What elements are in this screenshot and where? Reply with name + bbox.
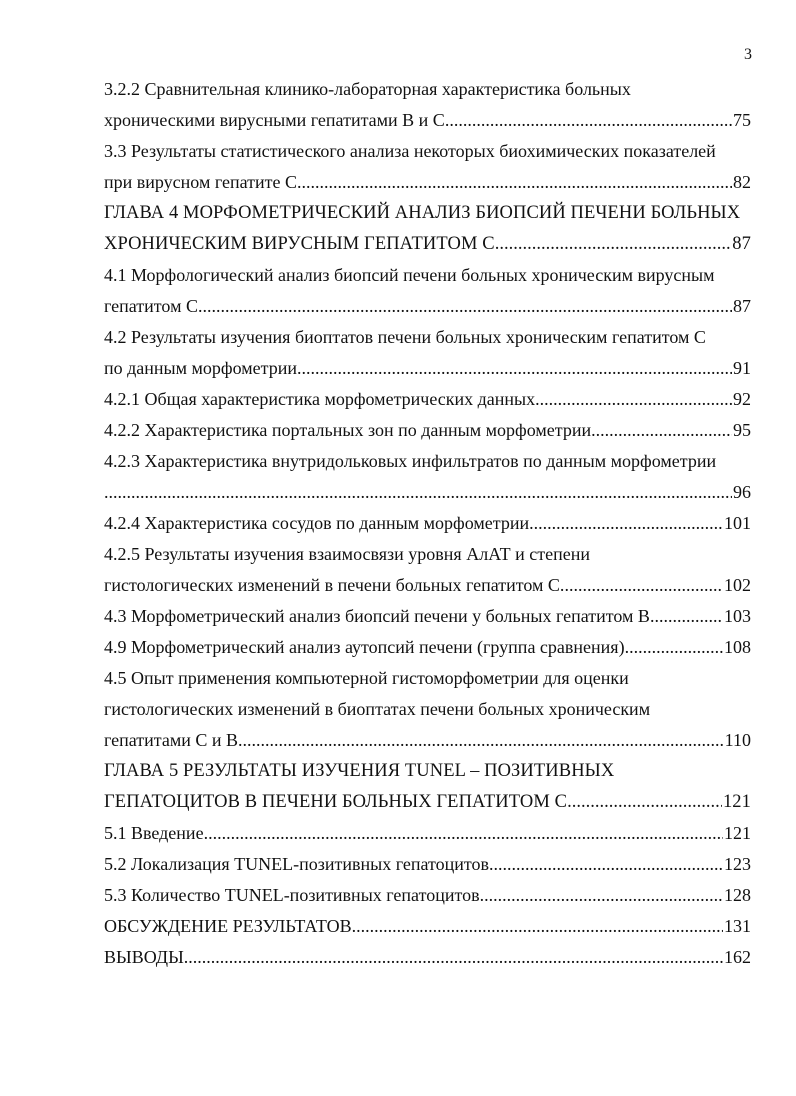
toc-entry-line [104, 849, 751, 880]
toc-page-number: 92 [733, 389, 751, 409]
dot-leader [445, 105, 732, 136]
toc-page-number: 91 [733, 358, 751, 378]
toc-entry-line [104, 787, 751, 818]
dot-leader [297, 353, 732, 384]
toc-entry [104, 880, 751, 911]
toc-entry-title: гистологических изменений в печени больных гепатитом С. [104, 575, 565, 595]
toc-page-number: 95 [733, 420, 751, 440]
toc-entry [104, 539, 751, 601]
toc-page-number: 131 [724, 916, 751, 936]
toc-entry-line [104, 818, 751, 849]
toc-entry-title: 5.2 Локализация TUNEL-позитивных гепатоцитов. [104, 854, 494, 874]
toc-entry [104, 415, 751, 446]
toc-entry-title: ХРОНИЧЕСКИМ ВИРУСНЫМ ГЕПАТИТОМ С [104, 234, 495, 254]
toc-entry-line [104, 570, 751, 601]
toc-page-number: 96 [733, 482, 751, 502]
toc-entry-line: 4.2.5 Результаты изучения взаимосвязи уровня АлАТ и степени [104, 544, 590, 564]
page-number: 3 [744, 46, 752, 63]
toc-entry-line: ГЛАВА 4 МОРФОМЕТРИЧЕСКИЙ АНАЛИЗ БИОПСИЙ ПЕЧЕНИ БОЛЬНЫХ [104, 203, 741, 223]
toc-entry [104, 198, 751, 260]
toc-entry [104, 942, 751, 973]
toc-page-number: 108 [724, 637, 751, 657]
table-of-contents [104, 74, 751, 973]
toc-entry-line [104, 229, 751, 260]
toc-entry-line [104, 291, 751, 322]
toc-page-number: 87 [733, 296, 751, 316]
toc-entry-line: гистологических изменений в биоптатах печени больных хроническим [104, 699, 651, 719]
toc-page-number: 87 [732, 234, 751, 254]
toc-page-number: 162 [724, 947, 751, 967]
toc-entry-title: 4.2.2 Характеристика портальных зон по данным морфометрии [104, 420, 592, 440]
toc-entry [104, 756, 751, 818]
dot-leader [495, 229, 732, 260]
dot-leader [564, 570, 723, 601]
dot-leader [243, 725, 724, 756]
toc-entry-line: 4.1 Морфологический анализ биопсий печени больных хроническим вирусным [104, 265, 715, 285]
toc-entry-line: 3.2.2 Сравнительная клинико-лабораторная характеристика больных [104, 79, 631, 99]
toc-entry [104, 632, 751, 663]
toc-page-number: 128 [724, 885, 751, 905]
toc-entry-line [104, 880, 751, 911]
toc-entry-line: 4.2 Результаты изучения биоптатов печени больных хроническим гепатитом С [104, 327, 706, 347]
dot-leader [591, 415, 732, 446]
toc-entry-title: гепатитами С и В. [104, 730, 243, 750]
toc-entry-line [104, 415, 751, 446]
toc-entry-line [104, 725, 751, 756]
toc-entry-title: по данным морфометрии [104, 358, 297, 378]
dot-leader [104, 477, 732, 508]
toc-entry [104, 136, 751, 198]
toc-entry-line [104, 508, 751, 539]
toc-entry-title: 4.3 Морфометрический анализ биопсий печени у больных гепатитом В [104, 606, 650, 626]
toc-page-number: 121 [724, 823, 751, 843]
toc-entry-line [104, 942, 751, 973]
toc-entry-title: гепатитом С [104, 296, 198, 316]
toc-entry [104, 911, 751, 942]
toc-entry [104, 322, 751, 384]
toc-entry-line [104, 632, 751, 663]
toc-entry-title: 4.2.4 Характеристика сосудов по данным морфометрии [104, 513, 530, 533]
toc-entry-title: ВЫВОДЫ [104, 947, 184, 967]
toc-entry-line [104, 911, 751, 942]
toc-page-number: 121 [722, 792, 751, 812]
toc-entry [104, 663, 751, 756]
toc-page-number: 123 [724, 854, 751, 874]
toc-entry [104, 446, 751, 508]
toc-page-number: 101 [724, 513, 751, 533]
dot-leader [572, 787, 722, 818]
toc-entry-title: хроническими вирусными гепатитами В и С [104, 110, 445, 130]
toc-page-number: 103 [724, 606, 751, 626]
toc-page-number: 75 [733, 110, 751, 130]
toc-entry [104, 508, 751, 539]
toc-page-number: 102 [724, 575, 751, 595]
toc-entry-line [104, 477, 751, 508]
dot-leader [297, 167, 732, 198]
dot-leader [529, 508, 723, 539]
toc-page-number: 82 [733, 172, 751, 192]
dot-leader [352, 911, 723, 942]
toc-entry [104, 384, 751, 415]
toc-entry [104, 818, 751, 849]
toc-entry-line: 4.2.3 Характеристика внутридольковых инфильтратов по данным морфометрии [104, 451, 717, 471]
toc-entry-line [104, 167, 751, 198]
toc-entry-title: ОБСУЖДЕНИЕ РЕЗУЛЬТАТОВ [104, 916, 352, 936]
toc-entry [104, 260, 751, 322]
dot-leader [484, 880, 723, 911]
toc-entry-line [104, 601, 751, 632]
toc-entry-title: 5.3 Количество TUNEL-позитивных гепатоцитов. [104, 885, 485, 905]
toc-entry [104, 74, 751, 136]
toc-entry-title: ГЕПАТОЦИТОВ В ПЕЧЕНИ БОЛЬНЫХ ГЕПАТИТОМ С. [104, 792, 572, 812]
toc-entry-line [104, 353, 751, 384]
toc-entry [104, 849, 751, 880]
dot-leader [204, 818, 723, 849]
toc-entry-title: 4.2.1 Общая характеристика морфометрических данных [104, 389, 536, 409]
dot-leader [494, 849, 723, 880]
toc-entry-title: 4.9 Морфометрический анализ аутопсий печени (группа сравнения). [104, 637, 630, 657]
toc-entry-line: 4.5 Опыт применения компьютерной гистоморфометрии для оценки [104, 668, 629, 688]
toc-entry [104, 601, 751, 632]
dot-leader [184, 942, 723, 973]
toc-entry-line: 3.3 Результаты статистического анализа некоторых биохимических показателей [104, 141, 716, 161]
toc-entry-title: при вирусном гепатите С [104, 172, 297, 192]
toc-entry-line [104, 384, 751, 415]
toc-entry-title: 5.1 Введение [104, 823, 204, 843]
toc-entry-line [104, 105, 751, 136]
dot-leader [535, 384, 732, 415]
toc-entry-line: ГЛАВА 5 РЕЗУЛЬТАТЫ ИЗУЧЕНИЯ TUNEL – ПОЗИТИВНЫХ [104, 761, 615, 781]
dot-leader [650, 601, 723, 632]
toc-page-number: 110 [724, 730, 751, 750]
dot-leader [629, 632, 723, 663]
dot-leader [198, 291, 732, 322]
